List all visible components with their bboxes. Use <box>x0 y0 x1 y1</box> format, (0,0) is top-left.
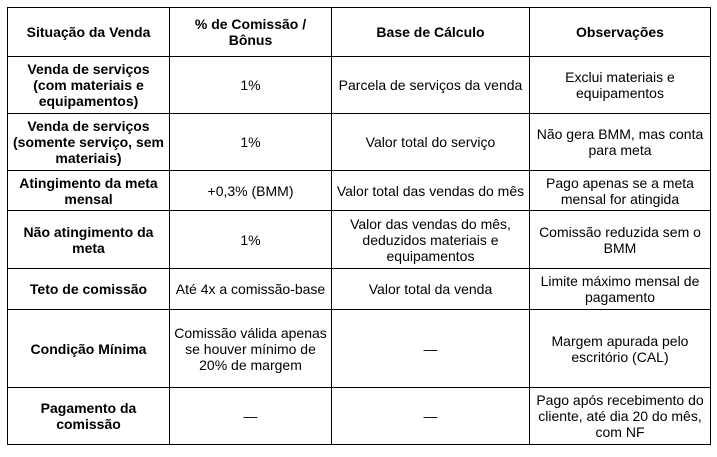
cell-base-calculo: — <box>332 310 530 388</box>
header-observacoes: Observações <box>530 8 711 57</box>
header-comissao: % de Comissão / Bônus <box>170 8 332 57</box>
header-base-calculo: Base de Cálculo <box>332 8 530 57</box>
cell-comissao: +0,3% (BMM) <box>170 171 332 211</box>
table-row <box>8 269 711 310</box>
cell-situacao: Pagamento da comissão <box>8 388 170 445</box>
cell-base-calculo: Parcela de serviços da venda <box>332 57 530 114</box>
cell-observacoes: Margem apurada pelo escritório (CAL) <box>530 310 711 388</box>
cell-observacoes: Comissão reduzida sem o BMM <box>530 211 711 269</box>
cell-observacoes: Não gera BMM, mas conta para meta <box>530 114 711 171</box>
table-row <box>8 57 711 114</box>
cell-observacoes: Limite máximo mensal de pagamento <box>530 269 711 310</box>
cell-comissao: 1% <box>170 57 332 114</box>
cell-situacao: Não atingimento da meta <box>8 211 170 269</box>
cell-observacoes: Pago após recebimento do cliente, até dia 20 do mês, com NF <box>530 388 711 445</box>
cell-base-calculo: — <box>332 388 530 445</box>
cell-base-calculo: Valor das vendas do mês, deduzidos materiais e equipamentos <box>332 211 530 269</box>
cell-situacao: Teto de comissão <box>8 269 170 310</box>
cell-observacoes: Exclui materiais e equipamentos <box>530 57 711 114</box>
cell-comissao: 1% <box>170 114 332 171</box>
cell-base-calculo: Valor total das vendas do mês <box>332 171 530 211</box>
cell-situacao: Venda de serviços (somente serviço, sem materiais) <box>8 114 170 171</box>
table-header-row <box>8 8 711 57</box>
cell-base-calculo: Valor total do serviço <box>332 114 530 171</box>
commission-table-container <box>7 7 711 445</box>
table-row <box>8 388 711 445</box>
cell-comissao: Até 4x a comissão-base <box>170 269 332 310</box>
cell-comissao: — <box>170 388 332 445</box>
cell-situacao: Condição Mínima <box>8 310 170 388</box>
cell-comissao: 1% <box>170 211 332 269</box>
cell-base-calculo: Valor total da venda <box>332 269 530 310</box>
header-situacao: Situação da Venda <box>8 8 170 57</box>
cell-comissao: Comissão válida apenas se houver mínimo de 20% de margem <box>170 310 332 388</box>
cell-situacao: Venda de serviços (com materiais e equipamentos) <box>8 57 170 114</box>
commission-table <box>7 7 711 445</box>
table-row <box>8 171 711 211</box>
table-row <box>8 310 711 388</box>
cell-observacoes: Pago apenas se a meta mensal for atingida <box>530 171 711 211</box>
cell-situacao: Atingimento da meta mensal <box>8 171 170 211</box>
table-row <box>8 114 711 171</box>
table-row <box>8 211 711 269</box>
